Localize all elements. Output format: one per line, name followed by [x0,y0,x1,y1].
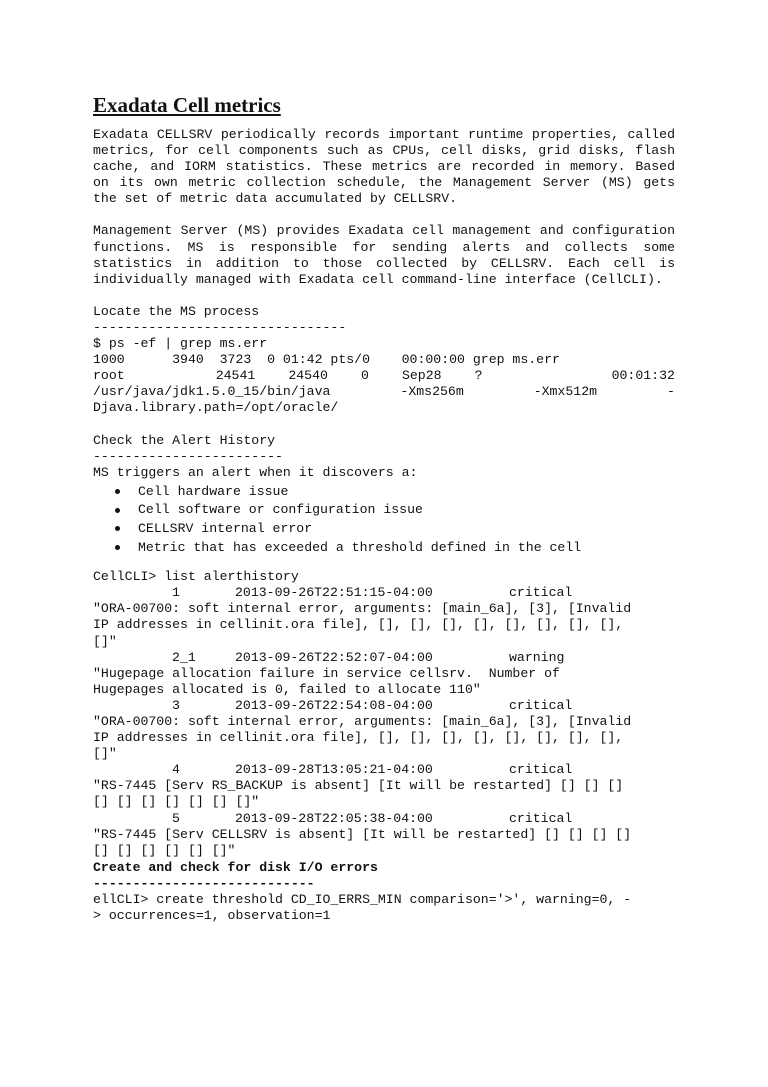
section-rule: -------------------------------- [93,319,347,335]
alert-message-line: [] [] [] [] [] [] []" [93,794,260,810]
alert-severity: critical [509,697,573,713]
list-item: Cell hardware issue [113,483,675,502]
section-rule: ------------------------ [93,448,283,464]
alert-header [93,762,675,778]
code-line-justified [93,368,675,384]
section-heading-ms: Locate the MS process [93,303,260,319]
code-token: 24541 [215,368,256,384]
document-page [93,92,675,924]
code-line: CellCLI> list alerthistory [93,569,299,585]
code-token: Sep28 [401,368,442,384]
alert-message-line: "RS-7445 [Serv RS_BACKUP is absent] [It will be restarted] [] [] [] [93,778,624,794]
alert-message-line: "RS-7445 [Serv CELLSRV is absent] [It will be restarted] [] [] [] [] [93,826,632,842]
alert-id: 3 [172,697,180,713]
bullet-icon [115,489,120,494]
alert-entry [93,650,675,698]
code-line-justified [93,384,675,400]
list-item: CELLSRV internal error [113,520,675,539]
alert-header [93,650,675,666]
alert-message-line: []" [93,746,117,762]
page-title: Exadata Cell metrics [93,93,281,117]
alert-message-line: "Hugepage allocation failure in service cellsrv. Number of [93,665,560,681]
alert-entry [93,698,675,762]
alert-message-line: "ORA-00700: soft internal error, arguments: [main_6a], [3], [Invalid [93,601,632,617]
code-token: - [667,384,675,400]
alert-message-line: []" [93,633,117,649]
alert-time: 2013-09-28T22:05:38-04:00 [235,810,433,826]
alert-header [93,698,675,714]
alert-id: 2_1 [172,649,196,665]
alert-entry [93,762,675,810]
list-item: Metric that has exceeded a threshold defined in the cell [113,539,675,558]
alert-message-line: IP addresses in cellinit.ora file], [], [], [], [], [], [], [], [], [93,617,624,633]
alert-message-line: IP addresses in cellinit.ora file], [], [], [], [], [], [], [], [], [93,730,624,746]
section-heading-alerts: Check the Alert History [93,432,276,448]
ms-description-paragraph: Management Server (MS) provides Exadata cell management and configuration functions. MS is responsible for sending alerts and collects some statistics in addition to those collected by CELLSRV. Each cell is individually managed with Exadata cell command-line interface (CellCLI). [93,223,675,287]
alert-time: 2013-09-28T13:05:21-04:00 [235,762,433,778]
alert-entry [93,585,675,649]
section-heading-disk: Create and check for disk I/O errors [93,859,378,875]
alert-severity: critical [509,762,573,778]
alert-header [93,811,675,827]
alert-entry [93,811,675,859]
alert-message-line: "ORA-00700: soft internal error, arguments: [main_6a], [3], [Invalid [93,714,632,729]
code-token: /usr/java/jdk1.5.0_15/bin/java [93,384,331,400]
list-item: Cell software or configuration issue [113,501,675,520]
code-token: root [93,368,125,384]
alert-intro: MS triggers an alert when it discovers a: [93,464,418,480]
code-token: ? [474,368,483,384]
alert-time: 2013-09-26T22:52:07-04:00 [235,649,433,665]
bullet-icon [115,545,120,550]
bullet-icon [115,526,120,531]
alert-id: 4 [172,762,180,778]
alert-message-line: Hugepages allocated is 0, failed to allocate 110" [93,681,481,697]
intro-paragraph: Exadata CELLSRV periodically records important runtime properties, called metrics, for cell components such as CPUs, cell disks, grid disks, flash cache, and IORM statistics. These metrics are recorded in memory. Based on its own metric collection schedule, the Management Server (MS) gets the set of metric data accumulated by CELLSRV. [93,127,675,207]
code-line: $ ps -ef | grep ms.err [93,336,268,352]
alert-id: 5 [172,810,180,826]
code-token: 00:01:32 [611,368,675,384]
alert-severity: warning [509,649,565,665]
bullet-icon [115,508,120,513]
section-rule: ---------------------------- [93,875,315,891]
code-line: ellCLI> create threshold CD_IO_ERRS_MIN comparison='>', warning=0, - [93,892,632,908]
code-line: 1000 3940 3723 0 01:42 pts/0 00:00:00 grep ms.err [93,352,560,368]
alert-id: 1 [172,585,180,601]
alert-time: 2013-09-26T22:54:08-04:00 [235,697,433,713]
code-token: -Xms256m [400,384,464,400]
alert-severity: critical [509,585,573,601]
code-token: 24540 [288,368,328,384]
alert-severity: critical [509,810,573,826]
code-line: Djava.library.path=/opt/oracle/ [93,400,339,416]
code-line: > occurrences=1, observation=1 [93,908,331,924]
alert-header [93,585,675,601]
code-token: -Xmx512m [533,384,598,400]
alert-trigger-list [93,483,675,557]
code-token: 0 [361,368,369,384]
alert-message-line: [] [] [] [] [] []" [93,842,236,858]
alert-time: 2013-09-26T22:51:15-04:00 [235,585,433,601]
